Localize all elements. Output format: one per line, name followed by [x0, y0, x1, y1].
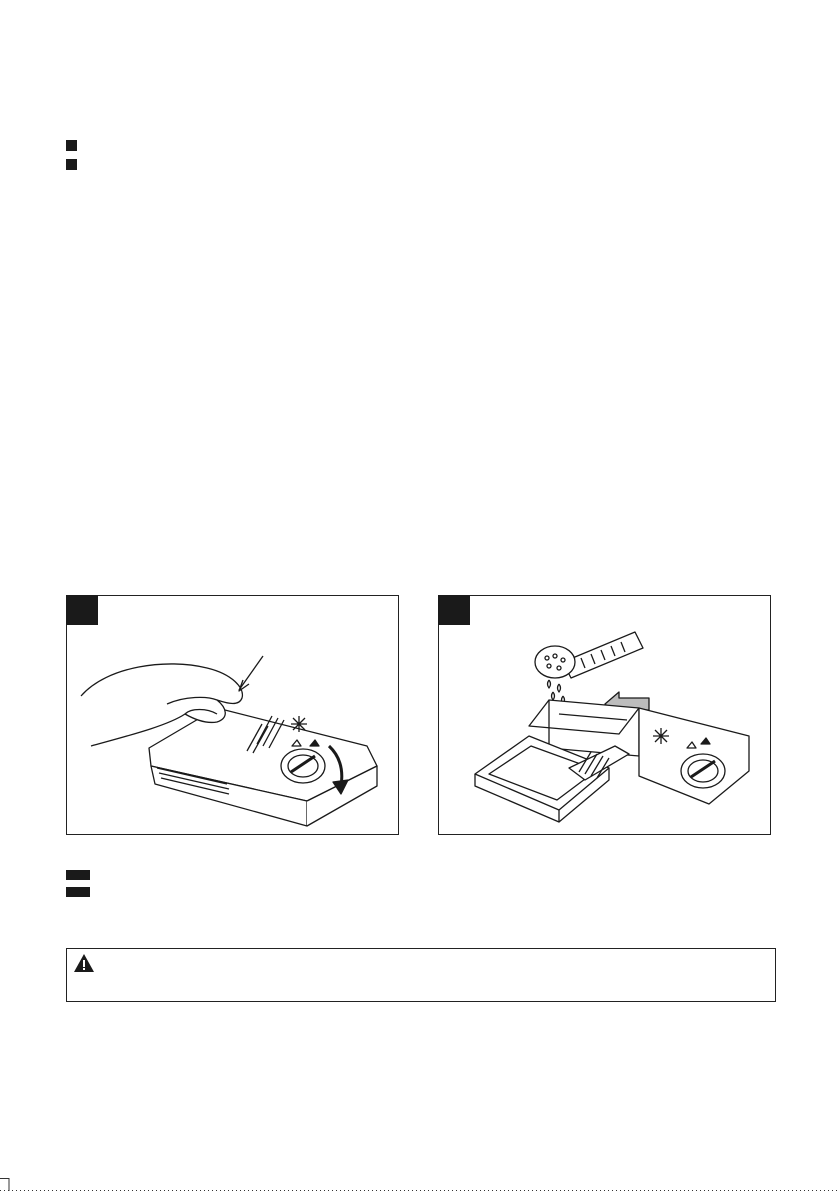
figure-fill-salt [438, 595, 771, 835]
illustration-hand-opening-cap [67, 596, 398, 834]
step-label-badge [66, 887, 90, 897]
illustration-salt-funnel [439, 596, 770, 834]
figure-number-badge [66, 595, 98, 625]
list-bullet [66, 159, 77, 170]
figure-open-salt-cap [66, 595, 399, 835]
step-label-badge [66, 870, 90, 880]
warning-box [66, 948, 776, 1002]
page-crop-marks [0, 1178, 839, 1191]
figure-number-badge [438, 595, 470, 625]
list-bullet [66, 140, 77, 151]
warning-triangle-icon [73, 953, 95, 973]
